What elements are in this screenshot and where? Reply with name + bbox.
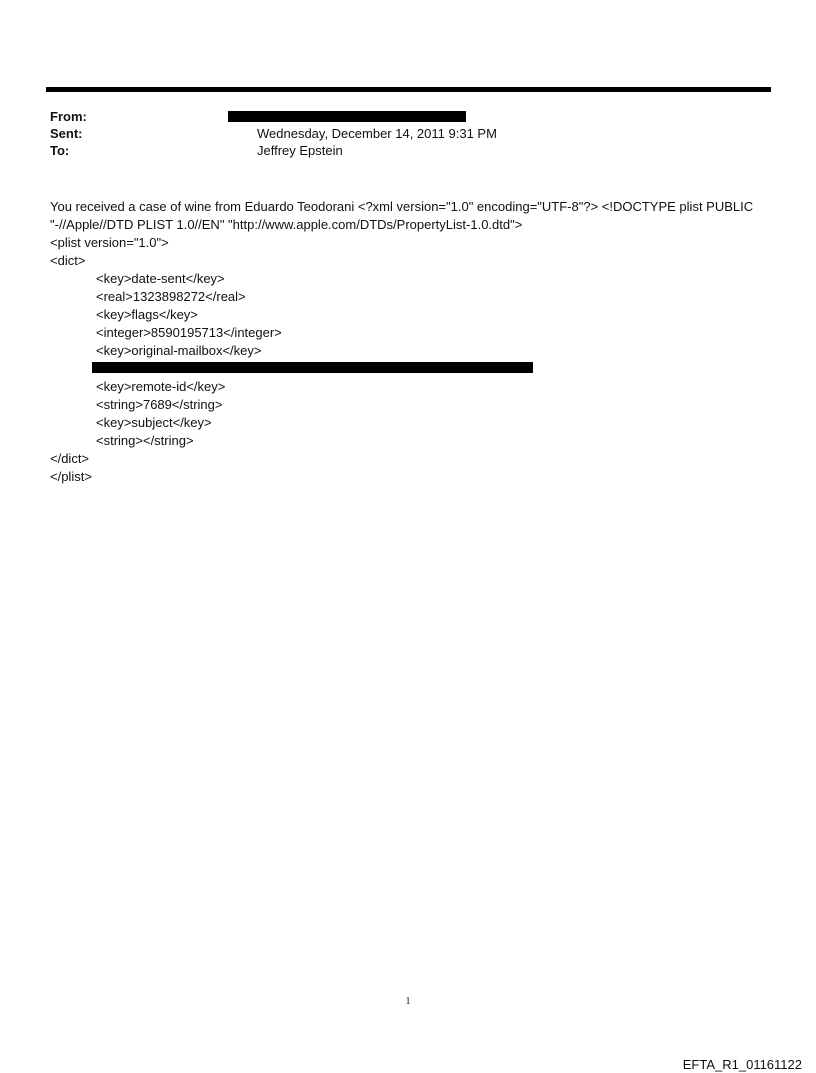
body-line-plist-close: </plist> (50, 469, 92, 484)
dict-line-remote-id-key: <key>remote-id</key> (96, 379, 226, 394)
to-value: Jeffrey Epstein (257, 143, 343, 158)
body-line-dict-close: </dict> (50, 451, 90, 466)
email-body (50, 198, 770, 486)
dict-line-flags-key: <key>flags</key> (96, 307, 198, 322)
body-line-plist-open: <plist version="1.0"> (50, 235, 169, 250)
mailbox-redaction-bar (92, 362, 533, 373)
body-line-dict-open: <dict> (50, 253, 86, 268)
dict-line-date-sent-value: <real>1323898272</real> (96, 289, 246, 304)
from-redaction-bar (228, 111, 466, 122)
dict-line-date-sent-key: <key>date-sent</key> (96, 271, 225, 286)
dict-line-flags-value: <integer>8590195713</integer> (96, 325, 282, 340)
to-label: To: (50, 143, 70, 158)
header-divider-rule (46, 87, 771, 92)
dict-line-subject-key: <key>subject</key> (96, 415, 212, 430)
dict-line-remote-id-value: <string>7689</string> (96, 397, 223, 412)
dict-line-subject-value: <string></string> (96, 433, 194, 448)
sent-value: Wednesday, December 14, 2011 9:31 PM (257, 126, 497, 141)
body-line-doctype: "-//Apple//DTD PLIST 1.0//EN" "http://www.apple.com/DTDs/PropertyList-1.0.dtd"> (50, 217, 523, 232)
page-number: 1 (405, 996, 411, 1007)
body-line-intro: You received a case of wine from Eduardo Teodorani <?xml version="1.0" encoding="UTF-8"?> <!DOCTYPE plist PUBLIC (50, 199, 754, 214)
bates-number: EFTA_R1_01161122 (682, 1057, 802, 1072)
from-label: From: (50, 109, 87, 124)
dict-line-mailbox-key: <key>original-mailbox</key> (96, 343, 262, 358)
sent-label: Sent: (50, 126, 83, 141)
